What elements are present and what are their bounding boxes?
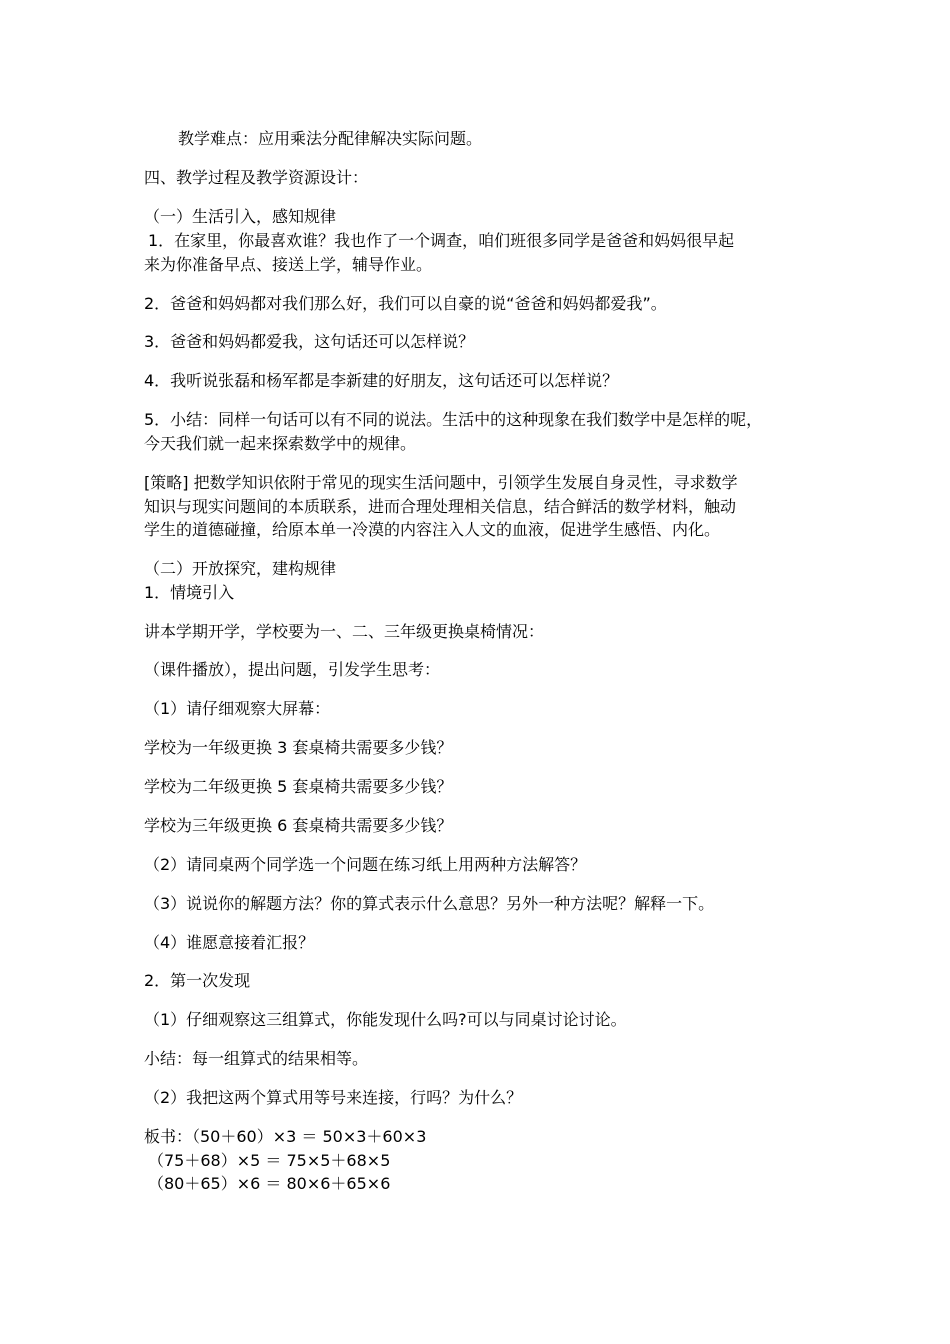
paragraph-3: 3．爸爸和妈妈都爱我，这句话还可以怎样说？ [144,332,475,351]
paragraph-1-line-1: 1．在家里，你最喜欢谁？我也作了一个调查，咱们班很多同学是爸爸和妈妈很早起 [148,231,735,250]
summary-paragraph: 小结：每一组算式的结果相等。 [144,1049,369,1068]
section-4-heading: 四、教学过程及教学资源设计： [144,168,369,187]
part-2-heading: （二）开放探究，建构规律 [144,559,337,578]
strategy-line-2: 知识与现实问题间的本质联系，进而合理处理相关信息，结合鲜活的数学材料，触动 [144,497,737,516]
courseware-paragraph: （课件播放），提出问题，引发学生思考： [144,660,441,679]
grade-3-question: 学校为三年级更换 6 套桌椅共需要多少钱？ [144,816,453,835]
board-equation-2: （75＋68）×5 ＝ 75×5＋68×5 [148,1151,391,1170]
context-paragraph: 讲本学期开学，学校要为一、二、三年级更换桌椅情况： [144,622,545,641]
paragraph-1-line-2: 来为你准备早点、接送上学，辅导作业。 [144,255,433,274]
grade-1-question: 学校为一年级更换 3 套桌椅共需要多少钱？ [144,738,453,757]
question-2: （2）请同桌两个同学选一个问题在练习纸上用两种方法解答？ [144,855,587,874]
question-4: （4）谁愿意接着汇报？ [144,933,315,952]
part-1-heading: （一）生活引入，感知规律 [144,207,337,226]
paragraph-5-line-2: 今天我们就一起来探索数学中的规律。 [144,434,417,453]
strategy-line-1: [策略] 把数学知识依附于常见的现实生活问题中，引领学生发展自身灵性，寻求数学 [144,473,738,492]
question-3: （3）说说你的解题方法？你的算式表示什么意思？另外一种方法呢？解释一下。 [144,894,715,913]
paragraph-4: 4．我听说张磊和杨军都是李新建的好朋友，这句话还可以怎样说？ [144,371,619,390]
step-2-heading: 2．第一次发现 [144,971,251,990]
grade-2-question: 学校为二年级更换 5 套桌椅共需要多少钱？ [144,777,453,796]
step-1-heading: 1．情境引入 [144,583,235,602]
discovery-1: （1）仔细观察这三组算式，你能发现什么吗?可以与同桌讨论讨论。 [144,1010,627,1029]
paragraph-5-line-1: 5．小结：同样一句话可以有不同的说法。生活中的这种现象在我们数学中是怎样的呢， [144,410,763,429]
discovery-2: （2）我把这两个算式用等号来连接，行吗？为什么？ [144,1088,523,1107]
teaching-difficulty: 教学难点：应用乘法分配律解决实际问题。 [178,129,483,148]
paragraph-2: 2．爸爸和妈妈都对我们那么好，我们可以自豪的说“爸爸和妈妈都爱我”。 [144,294,667,313]
board-equation-3: （80＋65）×6 ＝ 80×6＋65×6 [148,1174,391,1193]
strategy-line-3: 学生的道德碰撞，给原本单一冷漠的内容注入人文的血液，促进学生感悟、内化。 [144,520,721,539]
question-1: （1）请仔细观察大屏幕： [144,699,331,718]
board-equation-1: 板书：（50＋60）×3 ＝ 50×3＋60×3 [144,1127,427,1146]
